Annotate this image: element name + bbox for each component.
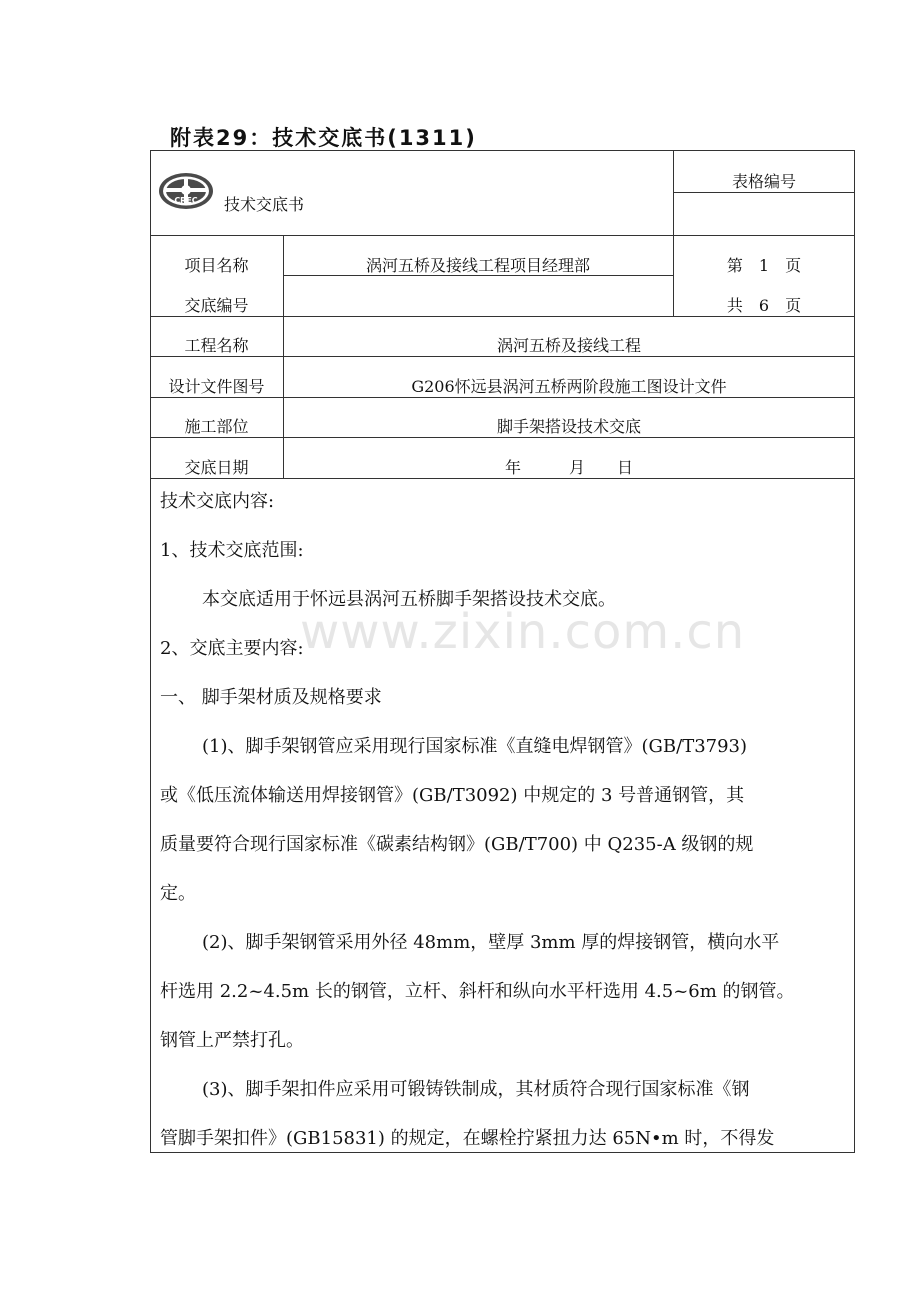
design-doc-label: 设计文件图号 xyxy=(168,377,265,396)
paragraph-line: 质量要符合现行国家标准《碳素结构钢》(GB/T700) 中 Q235-A 级钢的规 xyxy=(160,834,754,855)
document-heading: 附表29：技术交底书(1311) xyxy=(170,126,477,150)
paragraph-line: (1)、脚手架钢管应采用现行国家标准《直缝电焊钢管》(GB/T3793) xyxy=(202,736,748,757)
divider xyxy=(150,397,855,398)
watermark: www.zixin.com.cn xyxy=(300,604,746,660)
form-no-label: 表格编号 xyxy=(731,172,796,191)
paragraph-line: 钢管上严禁打孔。 xyxy=(160,1030,304,1051)
disclosure-no-label: 交底编号 xyxy=(184,296,249,315)
divider xyxy=(150,356,855,357)
date-label: 交底日期 xyxy=(184,458,249,477)
logo-text: CREC xyxy=(174,196,198,205)
section-1-body: 本交底适用于怀远县涡河五桥脚手架搭设技术交底。 xyxy=(202,589,616,610)
paragraph-line: (3)、脚手架扣件应采用可锻铸铁制成，其材质符合现行国家标准《钢 xyxy=(202,1079,750,1100)
divider xyxy=(150,478,855,479)
divider xyxy=(150,235,855,236)
section-2-title: 2、交底主要内容: xyxy=(160,638,304,659)
construction-part-label: 施工部位 xyxy=(184,417,249,436)
section-1-title: 1、技术交底范围: xyxy=(160,540,304,561)
page-total: 共 6 页 xyxy=(726,296,802,315)
project-name-label: 项目名称 xyxy=(184,256,249,275)
engineering-name-label: 工程名称 xyxy=(184,336,249,355)
divider xyxy=(150,316,855,317)
design-doc-value: G206怀远县涡河五桥两阶段施工图设计文件 xyxy=(411,377,727,396)
engineering-name-value: 涡河五桥及接线工程 xyxy=(496,336,641,355)
page-current: 第 1 页 xyxy=(726,256,802,275)
content-heading: 技术交底内容: xyxy=(160,491,275,512)
project-name-value: 涡河五桥及接线工程项目经理部 xyxy=(365,256,590,275)
paragraph-line: (2)、脚手架钢管采用外径 48mm，壁厚 3mm 厚的焊接钢管，横向水平 xyxy=(202,932,780,953)
company-logo xyxy=(158,172,214,210)
date-value: 年 月 日 xyxy=(504,458,633,477)
disclosure-content xyxy=(160,482,850,1158)
divider xyxy=(673,192,855,193)
subsection-1-title: 一、 脚手架材质及规格要求 xyxy=(160,687,382,708)
paragraph-line: 定。 xyxy=(160,883,196,904)
construction-part-value: 脚手架搭设技术交底 xyxy=(496,417,641,436)
divider xyxy=(150,437,855,438)
doc-title: 技术交底书 xyxy=(224,195,305,214)
paragraph-line: 杆选用 2.2~4.5m 长的钢管，立杆、斜杆和纵向水平杆选用 4.5~6m 的钢管。 xyxy=(160,981,795,1002)
paragraph-line: 管脚手架扣件》(GB15831) 的规定，在螺栓拧紧扭力达 65N•m 时，不得发 xyxy=(160,1128,775,1149)
paragraph-line: 或《低压流体输送用焊接钢管》(GB/T3092) 中规定的 3 号普通钢管，其 xyxy=(160,785,745,806)
